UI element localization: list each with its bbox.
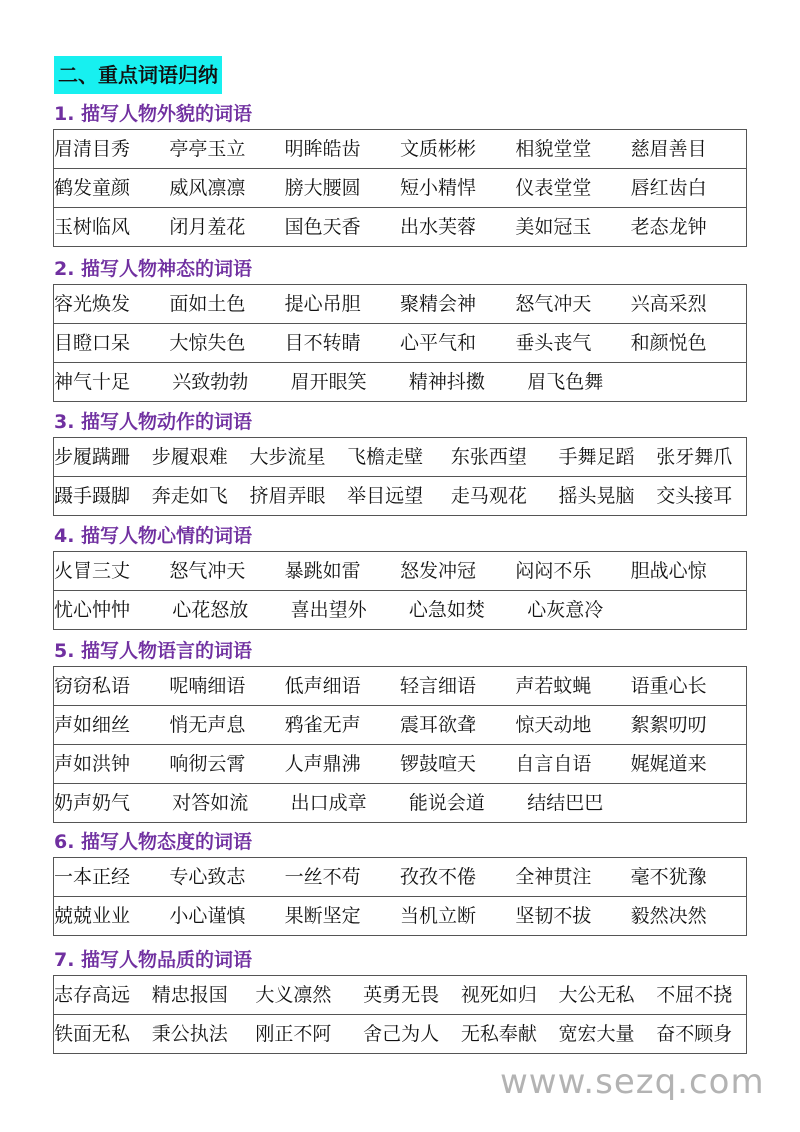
word-cell: 大公无私 — [558, 984, 635, 1006]
word-row — [54, 438, 746, 476]
word-cell: 宽宏大量 — [558, 1023, 635, 1045]
word-cell: 奋不顾身 — [656, 1023, 733, 1045]
word-cell: 英勇无畏 — [363, 984, 440, 1006]
page-title: 二、重点词语归纳 — [54, 56, 222, 94]
word-table — [53, 284, 747, 402]
word-cell: 果断坚定 — [284, 905, 361, 927]
word-cell: 短小精悍 — [399, 177, 476, 199]
word-row — [54, 783, 746, 822]
word-cell: 蹑手蹑脚 — [54, 485, 131, 507]
word-cell: 文质彬彬 — [399, 138, 476, 160]
word-cell: 心花怒放 — [172, 599, 249, 621]
word-cell: 慈眉善目 — [630, 138, 707, 160]
word-cell: 明眸皓齿 — [284, 138, 361, 160]
word-row — [54, 207, 746, 246]
word-cell: 呢喃细语 — [169, 675, 246, 697]
section-heading: 3. 描写人物动作的词语 — [54, 411, 253, 433]
word-row — [54, 323, 746, 362]
word-row — [54, 362, 746, 401]
word-cell: 刚正不阿 — [255, 1023, 332, 1045]
word-cell: 眉开眼笑 — [290, 371, 367, 393]
word-cell: 大义凛然 — [255, 984, 332, 1006]
word-cell: 能说会道 — [408, 792, 485, 814]
word-cell: 精忠报国 — [151, 984, 228, 1006]
word-cell: 挤眉弄眼 — [249, 485, 326, 507]
word-cell: 闷闷不乐 — [515, 560, 592, 582]
word-cell: 声如洪钟 — [54, 753, 131, 775]
word-cell: 鸦雀无声 — [284, 714, 361, 736]
word-cell: 美如冠玉 — [515, 216, 592, 238]
word-row — [54, 976, 746, 1014]
word-cell: 结结巴巴 — [527, 792, 604, 814]
word-cell: 兢兢业业 — [54, 905, 131, 927]
word-cell: 走马观花 — [450, 485, 527, 507]
word-cell: 不屈不挠 — [656, 984, 733, 1006]
word-cell: 忧心忡忡 — [54, 599, 131, 621]
word-cell: 视死如归 — [460, 984, 537, 1006]
word-cell: 出水芙蓉 — [399, 216, 476, 238]
word-cell: 秉公执法 — [151, 1023, 228, 1045]
word-table — [53, 551, 747, 630]
section-heading: 4. 描写人物心情的词语 — [54, 525, 253, 547]
word-cell: 全神贯注 — [515, 866, 592, 888]
word-cell: 对答如流 — [172, 792, 249, 814]
word-cell: 相貌堂堂 — [515, 138, 592, 160]
word-cell: 垂头丧气 — [515, 332, 592, 354]
word-table — [53, 857, 747, 936]
word-cell: 声若蚊蝇 — [515, 675, 592, 697]
word-cell: 眉飞色舞 — [527, 371, 604, 393]
word-cell: 响彻云霄 — [169, 753, 246, 775]
word-cell: 当机立断 — [399, 905, 476, 927]
word-cell: 老态龙钟 — [630, 216, 707, 238]
word-cell: 玉树临风 — [54, 216, 131, 238]
word-cell: 怒气冲天 — [515, 293, 592, 315]
word-cell: 兴致勃勃 — [172, 371, 249, 393]
word-cell: 一本正经 — [54, 866, 131, 888]
word-cell: 大惊失色 — [169, 332, 246, 354]
word-cell: 低声细语 — [284, 675, 361, 697]
word-row — [54, 705, 746, 744]
word-cell: 悄无声息 — [169, 714, 246, 736]
word-cell: 唇红齿白 — [630, 177, 707, 199]
word-cell: 胆战心惊 — [630, 560, 707, 582]
word-cell: 聚精会神 — [399, 293, 476, 315]
word-cell: 摇头晃脑 — [558, 485, 635, 507]
word-cell: 国色天香 — [284, 216, 361, 238]
word-row — [54, 744, 746, 783]
word-cell: 毫不犹豫 — [630, 866, 707, 888]
word-cell: 步履蹒跚 — [54, 446, 131, 468]
word-row — [54, 285, 746, 323]
word-cell: 孜孜不倦 — [399, 866, 476, 888]
word-cell: 举目远望 — [347, 485, 424, 507]
word-cell: 轻言细语 — [399, 675, 476, 697]
word-row — [54, 476, 746, 515]
word-cell: 和颜悦色 — [630, 332, 707, 354]
word-cell: 小心谨慎 — [169, 905, 246, 927]
section-heading: 5. 描写人物语言的词语 — [54, 640, 253, 662]
word-cell: 声如细丝 — [54, 714, 131, 736]
word-table — [53, 129, 747, 247]
word-cell: 奶声奶气 — [54, 792, 131, 814]
word-cell: 仪表堂堂 — [515, 177, 592, 199]
word-cell: 专心致志 — [169, 866, 246, 888]
word-cell: 张牙舞爪 — [656, 446, 733, 468]
word-cell: 人声鼎沸 — [284, 753, 361, 775]
word-cell: 火冒三丈 — [54, 560, 131, 582]
word-cell: 膀大腰圆 — [284, 177, 361, 199]
word-cell: 飞檐走壁 — [347, 446, 424, 468]
word-row — [54, 168, 746, 207]
word-cell: 大步流星 — [249, 446, 326, 468]
word-row — [54, 858, 746, 896]
word-row — [54, 896, 746, 935]
word-cell: 心平气和 — [399, 332, 476, 354]
word-cell: 兴高采烈 — [630, 293, 707, 315]
word-cell: 容光焕发 — [54, 293, 131, 315]
word-cell: 怒发冲冠 — [399, 560, 476, 582]
word-cell: 威风凛凛 — [169, 177, 246, 199]
word-cell: 自言自语 — [515, 753, 592, 775]
word-cell: 交头接耳 — [656, 485, 733, 507]
word-cell: 闭月羞花 — [169, 216, 246, 238]
word-cell: 舍己为人 — [363, 1023, 440, 1045]
watermark: www.sezq.com — [500, 1062, 765, 1102]
word-cell: 一丝不苟 — [284, 866, 361, 888]
word-cell: 心急如焚 — [408, 599, 485, 621]
word-table — [53, 666, 747, 823]
word-cell: 无私奉献 — [460, 1023, 537, 1045]
word-cell: 面如土色 — [169, 293, 246, 315]
word-table — [53, 437, 747, 516]
word-cell: 精神抖擞 — [408, 371, 485, 393]
word-cell: 怒气冲天 — [169, 560, 246, 582]
word-cell: 目瞪口呆 — [54, 332, 131, 354]
word-cell: 东张西望 — [450, 446, 527, 468]
word-row — [54, 667, 746, 705]
section-heading: 6. 描写人物态度的词语 — [54, 831, 253, 853]
word-cell: 手舞足蹈 — [558, 446, 635, 468]
section-heading: 1. 描写人物外貌的词语 — [54, 103, 253, 125]
word-cell: 志存高远 — [54, 984, 131, 1006]
word-cell: 喜出望外 — [290, 599, 367, 621]
word-cell: 娓娓道来 — [630, 753, 707, 775]
word-cell: 震耳欲聋 — [399, 714, 476, 736]
word-table — [53, 975, 747, 1054]
word-cell: 暴跳如雷 — [284, 560, 361, 582]
word-cell: 絮絮叨叨 — [630, 714, 707, 736]
word-cell: 坚韧不拔 — [515, 905, 592, 927]
word-cell: 语重心长 — [630, 675, 707, 697]
word-cell: 奔走如飞 — [151, 485, 228, 507]
word-cell: 出口成章 — [290, 792, 367, 814]
word-cell: 步履艰难 — [151, 446, 228, 468]
word-cell: 心灰意冷 — [527, 599, 604, 621]
word-row — [54, 1014, 746, 1053]
word-row — [54, 552, 746, 590]
word-cell: 目不转睛 — [284, 332, 361, 354]
word-cell: 亭亭玉立 — [169, 138, 246, 160]
word-cell: 窃窃私语 — [54, 675, 131, 697]
word-cell: 锣鼓喧天 — [399, 753, 476, 775]
word-cell: 毅然决然 — [630, 905, 707, 927]
word-cell: 惊天动地 — [515, 714, 592, 736]
word-cell: 眉清目秀 — [54, 138, 131, 160]
section-heading: 2. 描写人物神态的词语 — [54, 258, 253, 280]
section-heading: 7. 描写人物品质的词语 — [54, 949, 253, 971]
word-cell: 提心吊胆 — [284, 293, 361, 315]
word-cell: 铁面无私 — [54, 1023, 131, 1045]
word-row — [54, 130, 746, 168]
word-cell: 神气十足 — [54, 371, 131, 393]
word-row — [54, 590, 746, 629]
word-cell: 鹤发童颜 — [54, 177, 131, 199]
